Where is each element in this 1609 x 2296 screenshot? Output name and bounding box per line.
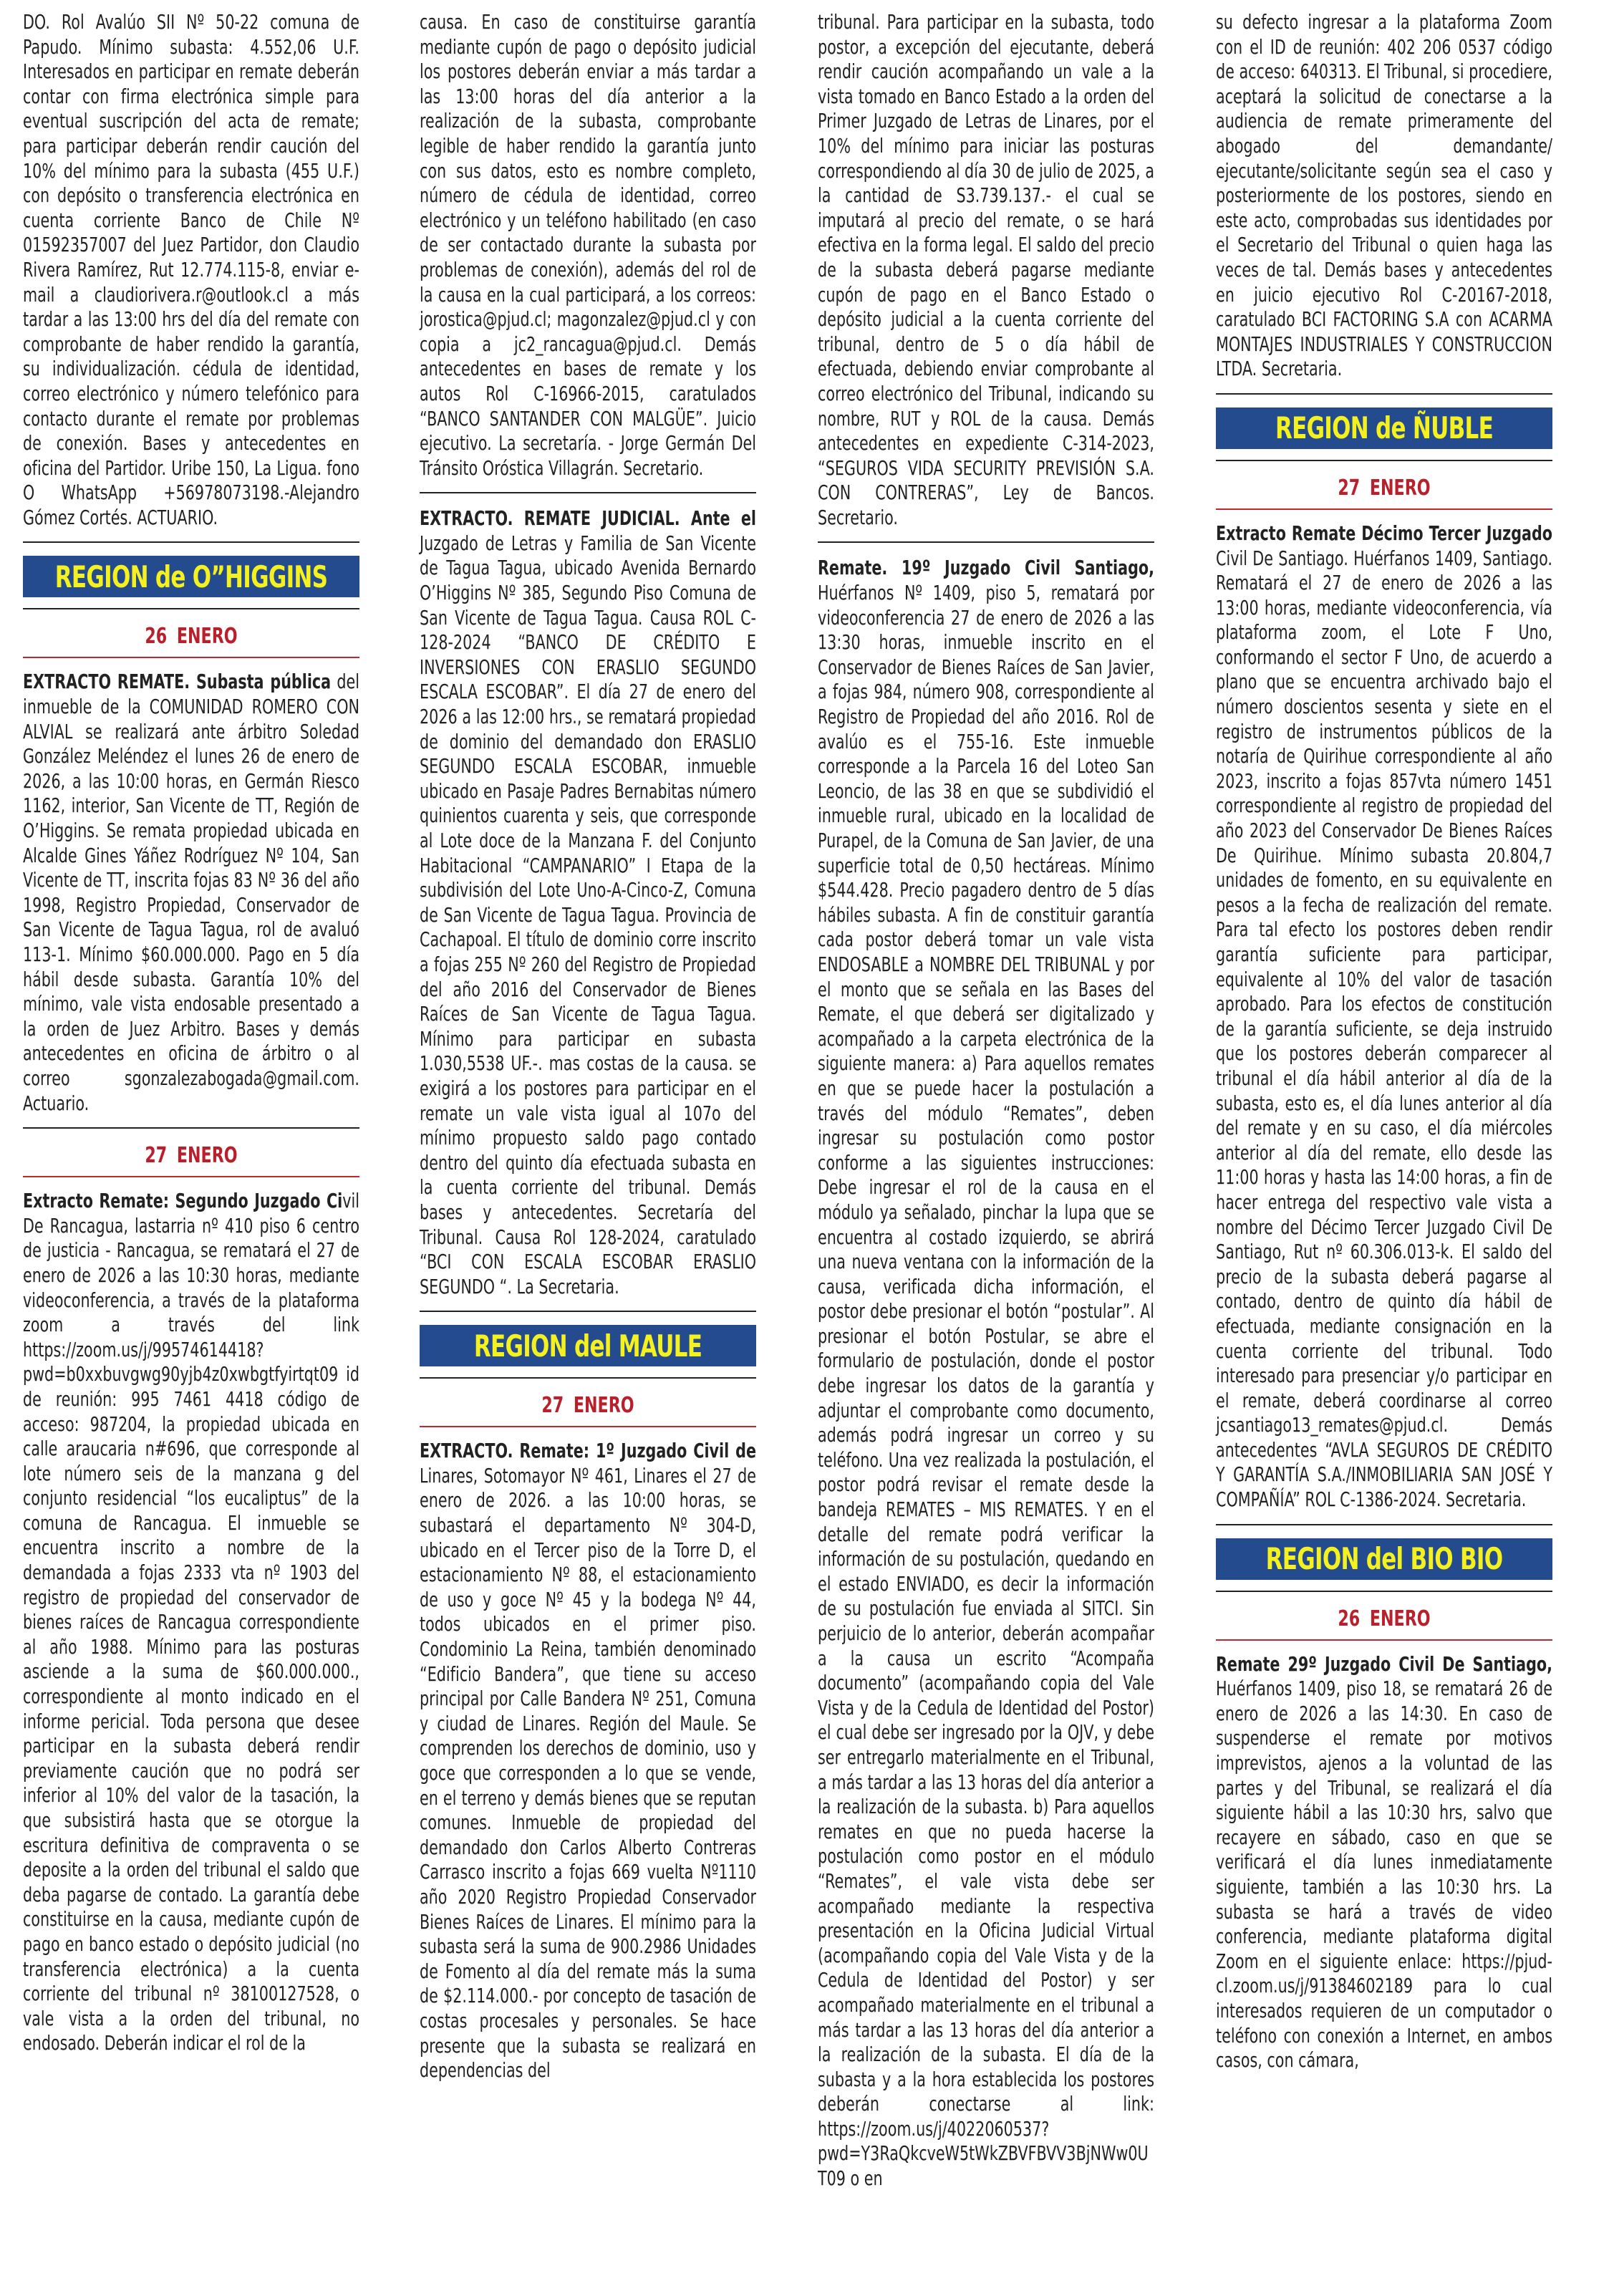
notice-body: del inmueble de la COMUNIDAD ROMERO CON ALVIAL se realizará ante árbitro Soledad González Meléndez el lunes 26 de enero de 2026, a las 10:00 horas, en Germán Riesco 1162, interior, San Vicente de TT, Región de O’Higgins. Se remata propiedad ubicada en Alcalde Gines Yáñez Rodríguez Nº 104, San Vicente de TT, inscrita fojas 83 Nº 36 del año 1998, Registro Propiedad, Conservador de San Vicente de Tagua Tagua, rol de avaluó 113-1. Mínimo $60.000.000. Pago en 5 día hábil desde subasta. Garantía 10% del mínimo, vale vista endosable presentado a la orden de Juez Arbitro. Bases y demás antecedentes en oficina de árbitro o al correo sgonzalezabogada@gmail.com. Actuario. xyxy=(23,670,360,1115)
notice-continuation: DO. Rol Avalúo SII Nº 50-22 comuna de Papudo. Mínimo subasta: 4.552,06 U.F. Interesados en participar en remate deberán contar con firma electrónica simple para eventual suscripción del acta de remate; para participar deberán rendir caución del 10% del mínimo para la subasta (455 U.F.) con depósito o transferencia electrónica en cuenta corriente Banco de Chile Nº 01592357007 del Juez Partidor, don Claudio Rivera Ramírez, Rut 12.774.115-8, enviar e-mail a claudiorivera.r@outlook.cl a más tardar a las 13:00 hrs del día del remate con comprobante de haber rendido la garantía, su individualización. cédula de identidad, correo electrónico y número telefónico para contacto durante el remate por problemas de conexión. Bases y antecedentes en oficina del Partidor. Uribe 150, La Ligua. fono O WhatsApp +56978073198.-Alejandro Gómez Cortés. ACTUARIO. xyxy=(23,10,360,529)
divider xyxy=(1216,1524,1552,1525)
divider xyxy=(23,608,359,609)
date-heading: 27 ENERO xyxy=(1338,475,1431,501)
divider xyxy=(1216,460,1552,461)
date-heading: 26 ENERO xyxy=(145,624,238,650)
column-4 xyxy=(1216,10,1552,2073)
notice-lead: Remate 29º Juzgado Civil De Santiago, xyxy=(1216,1651,1553,1676)
region-title: REGION del BIO BIO xyxy=(1265,1541,1503,1577)
notice-lead: Extracto Remate Décimo Tercer Juzgado xyxy=(1216,521,1553,545)
region-banner-biobio xyxy=(1216,1538,1552,1580)
region-banner-nuble xyxy=(1216,407,1552,449)
divider xyxy=(420,1311,756,1312)
region-title: REGION del MAULE xyxy=(473,1328,702,1364)
region-title: REGION de ÑUBLE xyxy=(1275,410,1494,446)
divider xyxy=(23,1127,359,1129)
notice-lead: EXTRACTO. Remate: 1º Juzgado Civil de xyxy=(420,1439,757,1463)
notice-body: Huérfanos 1409, piso 18, se rematará 26 de enero de 2026 a las 14:30. En caso de suspenderse el remate por motivos imprevistos, ajenos a la voluntad de las partes y del Tribunal, se realizará el día siguiente hábil a las 10:30 hrs, salvo que recayere en sábado, caso en que se verificará el día lunes inmediatamente siguiente, también a las 10:30 hrs. La subasta se hará a través de video conferencia, mediante plataforma digital Zoom en el siguiente enlace: https://pjud-cl.zoom.us/j/91384602189 para lo cual interesados requieren de un computador o teléfono con conexión a Internet, en ambos casos, con cámara, xyxy=(1216,1677,1553,2073)
column-1 xyxy=(23,10,359,2056)
notice xyxy=(23,670,359,1116)
red-divider xyxy=(23,657,359,658)
notice-lead: EXTRACTO. REMATE JUDICIAL. Ante el xyxy=(420,506,757,531)
date-heading: 27 ENERO xyxy=(541,1393,634,1419)
notice-lead: EXTRACTO REMATE. Subasta pública xyxy=(23,670,332,694)
date-heading: 26 ENERO xyxy=(1338,1606,1431,1631)
region-banner-maule xyxy=(420,1325,756,1366)
notice xyxy=(818,556,1154,2191)
red-divider xyxy=(1216,1639,1552,1641)
notice xyxy=(420,506,756,1299)
notice-continuation: tribunal. Para participar en la subasta, todo postor, a excepción del ejecutante, deberá rendir caución acompañando un vale a la vista tomado en Banco Estado a la orden del Primer Juzgado de Letras de Linares, por el 10% del mínimo para iniciar las posturas correspondiendo al día 30 de julio de 2025, a la cantidad de S3.739.137.- el cual se imputará al precio del remate, o se hará efectiva en la forma legal. El saldo del precio de la subasta deberá pagarse mediante cupón de pago en el Banco Estado o depósito judicial a la cuenta corriente del tribunal, dentro de 5 o día hábil de efectuada, debiendo enviar comprobante al correo electrónico del Tribunal, indicando su nombre, RUT y ROL de la causa. Demás antecedentes en expediente C-314-2023, “SEGUROS VIDA SECURITY PREVISIÓN S.A. CON CONTRERAS”, Ley de Bancos. Secretario. xyxy=(818,10,1155,529)
notice-body: vil De Rancagua, lastarria nº 410 piso 6 centro de justicia - Rancagua, se rematará el 27 de enero de 2026 a las 10:30 horas, mediante videoconferencia, a través de la plataforma zoom a través del link https://zoom.us/j/99574614418?pwd=b0xxbuvgwg90yjb4z0xwbgtfyirtqt09 id de reunión: 995 7461 4418 código de acceso: 987204, la propiedad ubicada en calle araucaria n#696, que corresponde al lote número seis de la manzana g del conjunto residencial “los eucaliptus” de la comuna de Rancagua. El inmueble se encuentra inscrito a nombre de la demandada a fojas 2333 vta nº 1903 del registro de propiedad del conservador de bienes raíces de Rancagua correspondiente al año 1988. Mínimo para las posturas asciende a la suma de $60.000.000., correspondiente al monto indicado en el informe pericial. Toda persona que desee participar en la subasta deberá rendir previamente caución que no podrá ser inferior al 10% del valor de la tasación, la que subsistirá hasta que se otorgue la escritura definitiva de compraventa o se deposite a la orden del tribunal el saldo que deba pagarse de contado. La garantía debe constituirse en la causa, mediante cupón de pago en banco estado o depósito judicial (no transferencia electrónica) a la cuenta corriente del tribunal nº 38100127528, o vale vista a la orden del tribunal, no endosado. Deberán indicar el rol de la xyxy=(23,1189,360,2055)
column-2 xyxy=(420,10,756,2083)
region-title: REGION de O”HIGGINS xyxy=(54,559,328,594)
divider xyxy=(818,541,1154,543)
notice-lead: Extracto Remate: Segundo Juzgado Ci xyxy=(23,1189,343,1213)
notice-body: Linares, Sotomayor Nº 461, Linares el 27 de enero de 2026. a las 10:00 horas, se subastará el departamento Nº 304-D, ubicado en el Tercer piso de la Torre D, el estacionamiento Nº 88, el estacionamiento de uso y goce Nº 45 y la bodega Nº 44, todos ubicados en el primer piso. Condominio La Reina, también denominado “Edificio Bandera”, que tiene su acceso principal por Calle Bandera Nº 251, Comuna y ciudad de Linares. Región del Maule. Se comprenden los derechos de dominio, uso y goce que corresponden a lo que se vende, en el terreno y demás bienes que se reputan comunes. Inmueble de propiedad del demandado don Carlos Alberto Contreras Carrasco inscrito a fojas 669 vuelta Nº1110 año 2020 Registro Propiedad Conservador Bienes Raíces de Linares. El mínimo para la subasta será la suma de 900.2986 Unidades de Fomento al día del remate más la suma de $2.114.000.- por concepto de tasación de costas procesales y personales. Se hace presente que la subasta se realizará en dependencias del xyxy=(420,1463,757,2083)
red-divider xyxy=(1216,508,1552,510)
notice-continuation: su defecto ingresar a la plataforma Zoom con el ID de reunión: 402 206 0537 código de acceso: 640313. El Tribunal, si procediere, aceptará la solicitud de conectarse a la audiencia de remate primeramente del abogado del demandante/ ejecutante/solicitante según sea el caso y posteriormente de los postores, siendo en este acto, comprobadas sus identidades por el Secretario del Tribunal o quien haga las veces de tal. Demás bases y antecedentes en juicio ejecutivo Rol C-20167-2018, caratulado BCI FACTORING S.A con ACARMA MONTAJES INDUSTRIALES Y CONSTRUCCION LTDA. Secretaria. xyxy=(1216,10,1553,381)
divider xyxy=(1216,1591,1552,1592)
divider xyxy=(420,1377,756,1379)
notice xyxy=(1216,521,1552,1513)
region-banner-ohiggins xyxy=(23,556,359,597)
red-divider xyxy=(420,1426,756,1427)
divider xyxy=(1216,393,1552,395)
notice xyxy=(1216,1652,1552,2073)
notice-body: Huérfanos Nº 1409, piso 5, rematará por videoconferencia 27 de enero de 2026 a las 13:30 horas, inmueble inscrito en el Conservador de Bienes Raíces de San Javier, a fojas 984, número 908, correspondiente al Registro de Propiedad del año 2016. Rol de avalúo es el 755-16. Este inmueble corresponde a la Parcela 16 del Loteo San Leoncio, de las 38 en que se subdividió el inmueble rural, ubicado en la localidad de Purapel, de la Comuna de San Javier, de una superficie total de 0,50 hectáreas. Mínimo $544.428. Precio pagadero dentro de 5 días hábiles subasta. A fin de constituir garantía cada postor deberá tomar un vale vista ENDOSABLE a NOMBRE DEL TRIBUNAL y por el monto que se señala en las Bases del Remate, el que deberá ser digitalizado y acompañado a la carpeta electrónica de la siguiente manera: a) Para aquellos remates en que se puede hacer la postulación a través del módulo “Remates”, deben ingresar su postulación como postor conforme a las siguientes instrucciones: Debe ingresar el rol de la causa en el módulo ya señalado, pinchar la lupa que se encuentra al costado izquierdo, se abrirá una nueva ventana con la información de la causa, verificada dicha información, el postor debe presionar el botón “postular”. Al presionar el botón Postular, se abre el formulario de postulación, donde el postor debe ingresar los datos de la garantía y adjuntar el comprobante como documento, además podrá ingresar un correo y su teléfono. Una vez realizada la postulación, el postor podrá revisar el remate desde la bandeja REMATES – MIS REMATES. Y en el detalle del remate podrá verificar la información de su postulación, quedando en el estado ENVIADO, es decir la información de su postulación fue enviada al SITCI. Sin perjuicio de lo anterior, deberán acompañar a la causa un escrito “Acompaña documento” (acompañando copia del Vale Vista y de la Cedula de Identidad del Postor) el cual debe ser ingresado por la OJV, y debe ser entregarlo materialmente en el Tribunal, a más tardar a las 13 horas del día anterior a la realización de la subasta. b) Para aquellos remates en que no pueda hacerse la postulación como postor en el módulo “Remates”, el vale vista debe ser acompañado mediante la respectiva presentación en la Oficina Judicial Virtual (acompañando copia del Vale Vista y de la Cedula de Identidad del Postor) y ser acompañado materialmente en el tribunal a más tardar a las 13 horas del día anterior a la realización de la subasta. El día de la subasta y a la hora establecida los postores deberán conectarse al link: https://zoom.us/j/4022060537?pwd=Y3RaQkcveW5tWkZBVFBVV3BjNWw0UT09 o en xyxy=(818,581,1155,2191)
notice xyxy=(23,1189,359,2056)
notice-lead: Remate. 19º Juzgado Civil Santiago, xyxy=(818,556,1155,580)
notice-continuation: causa. En caso de constituirse garantía mediante cupón de pago o depósito judicial los postores deberán enviar a más tardar a las 13:00 horas del día anterior a la realización de la subasta, comprobante legible de haber rendido la garantía junto con sus datos, esto es nombre completo, número de cédula de identidad, correo electrónico y un teléfono habilitado (en caso de ser contactado durante la subasta por problemas de conexión), además del rol de la causa en la cual participará, a los correos: jorostica@pjud.cl; magonzalez@pjud.cl y con copia a jc2_rancagua@pjud.cl. Demás antecedentes en bases de remate y los autos Rol C-16966-2015, caratulados “BANCO SANTANDER CON MALGÜE”. Juicio ejecutivo. La secretaría. - Jorge Germán Del Tránsito Oróstica Villagrán. Secretario. xyxy=(420,10,757,480)
divider xyxy=(420,492,756,493)
date-heading: 27 ENERO xyxy=(145,1143,238,1169)
red-divider xyxy=(23,1176,359,1177)
notice-body: Civil De Santiago. Huérfanos 1409, Santiago. Rematará el 27 de enero de 2026 a las 13:00 horas, mediante videoconferencia, vía plataforma zoom, el Lote F Uno, conformando el sector F Uno, de acuerdo a plano que se encuentra archivado bajo el número doscientos sesenta y siete en el registro de instrumentos públicos de la notaría de Quirihue correspondiente al año 2023, inscrito a fojas 857vta número 1451 correspondiente al registro de propiedad del año 2023 del Conservador De Bienes Raíces De Quirihue. Mínimo subasta 20.804,7 unidades de fomento, en su equivalente en pesos a la fecha de realización del remate. Para tal efecto los postores deben rendir garantía suficiente para participar, equivalente al 10% del valor de tasación aprobado. Para los efectos de constitución de la garantía suficiente, se deja instruido que los postores deberán comparecer al tribunal el día hábil anterior al día de la subasta, esto es, el día lunes anterior al día del remate y en su caso, el día miércoles anterior al día del remate, ello desde las 11:00 horas y hasta las 14:00 horas, a fin de hacer entrega del respectivo vale vista a nombre del Décimo Tercer Juzgado Civil De Santiago, Rut nº 60.306.013-k. El saldo del precio de la subasta deberá pagarse al contado, dentro de quinto día hábil de efectuada, mediante consignación en la cuenta corriente del tribunal. Todo interesado para presenciar y/o participar en el remate, deberá coordinarse al correo jcsantiago13_remates@pjud.cl. Demás antecedentes “AVLA SEGUROS DE CRÉDITO Y GARANTÍA S.A./INMOBILIARIA SAN JOSÉ Y COMPAÑÍA” ROL C-1386-2024. Secretaria. xyxy=(1216,546,1553,1512)
notice xyxy=(420,1439,756,2083)
notice-body: Juzgado de Letras y Familia de San Vicente de Tagua Tagua, ubicado Avenida Bernardo O’Higgins Nº 385, Segundo Piso Comuna de San Vicente de Tagua Tagua. Causa ROL C-128-2024 “BANCO DE CRÉDITO E INVERSIONES CON ERASLIO SEGUNDO ESCALA ESCOBAR”. El día 27 de enero del 2026 a las 12:00 hrs., se rematará propiedad de dominio del demandado don ERASLIO SEGUNDO ESCALA ESCOBAR, inmueble ubicado en Pasaje Padres Bernabitas número quinientos cuarenta y seis, que corresponde al Lote doce de la Manzana F. del Conjunto Habitacional “CAMPANARIO” I Etapa de la subdivisión del Lote Uno-A-Cinco-Z, Comuna de San Vicente de Tagua Tagua. Provincia de Cachapoal. El título de dominio corre inscrito a fojas 255 Nº 260 del Registro de Propiedad del año 2016 del Conservador de Bienes Raíces de San Vicente de Tagua Tagua. Mínimo para participar en subasta 1.030,5538 UF.-. mas costas de la causa. se exigirá a los postores para participar en el remate un vale vista igual al 107o del mínimo propuesto saldo pago contado dentro del quinto día efectuada subasta en la cuenta corriente del tribunal. Demás bases y antecedentes. Secretaría del Tribunal. Causa Rol 128-2024, caratulado “BCI CON ESCALA ESCOBAR ERASLIO SEGUNDO “. La Secretaria. xyxy=(420,531,757,1298)
column-3 xyxy=(818,10,1154,2191)
divider xyxy=(23,541,359,543)
